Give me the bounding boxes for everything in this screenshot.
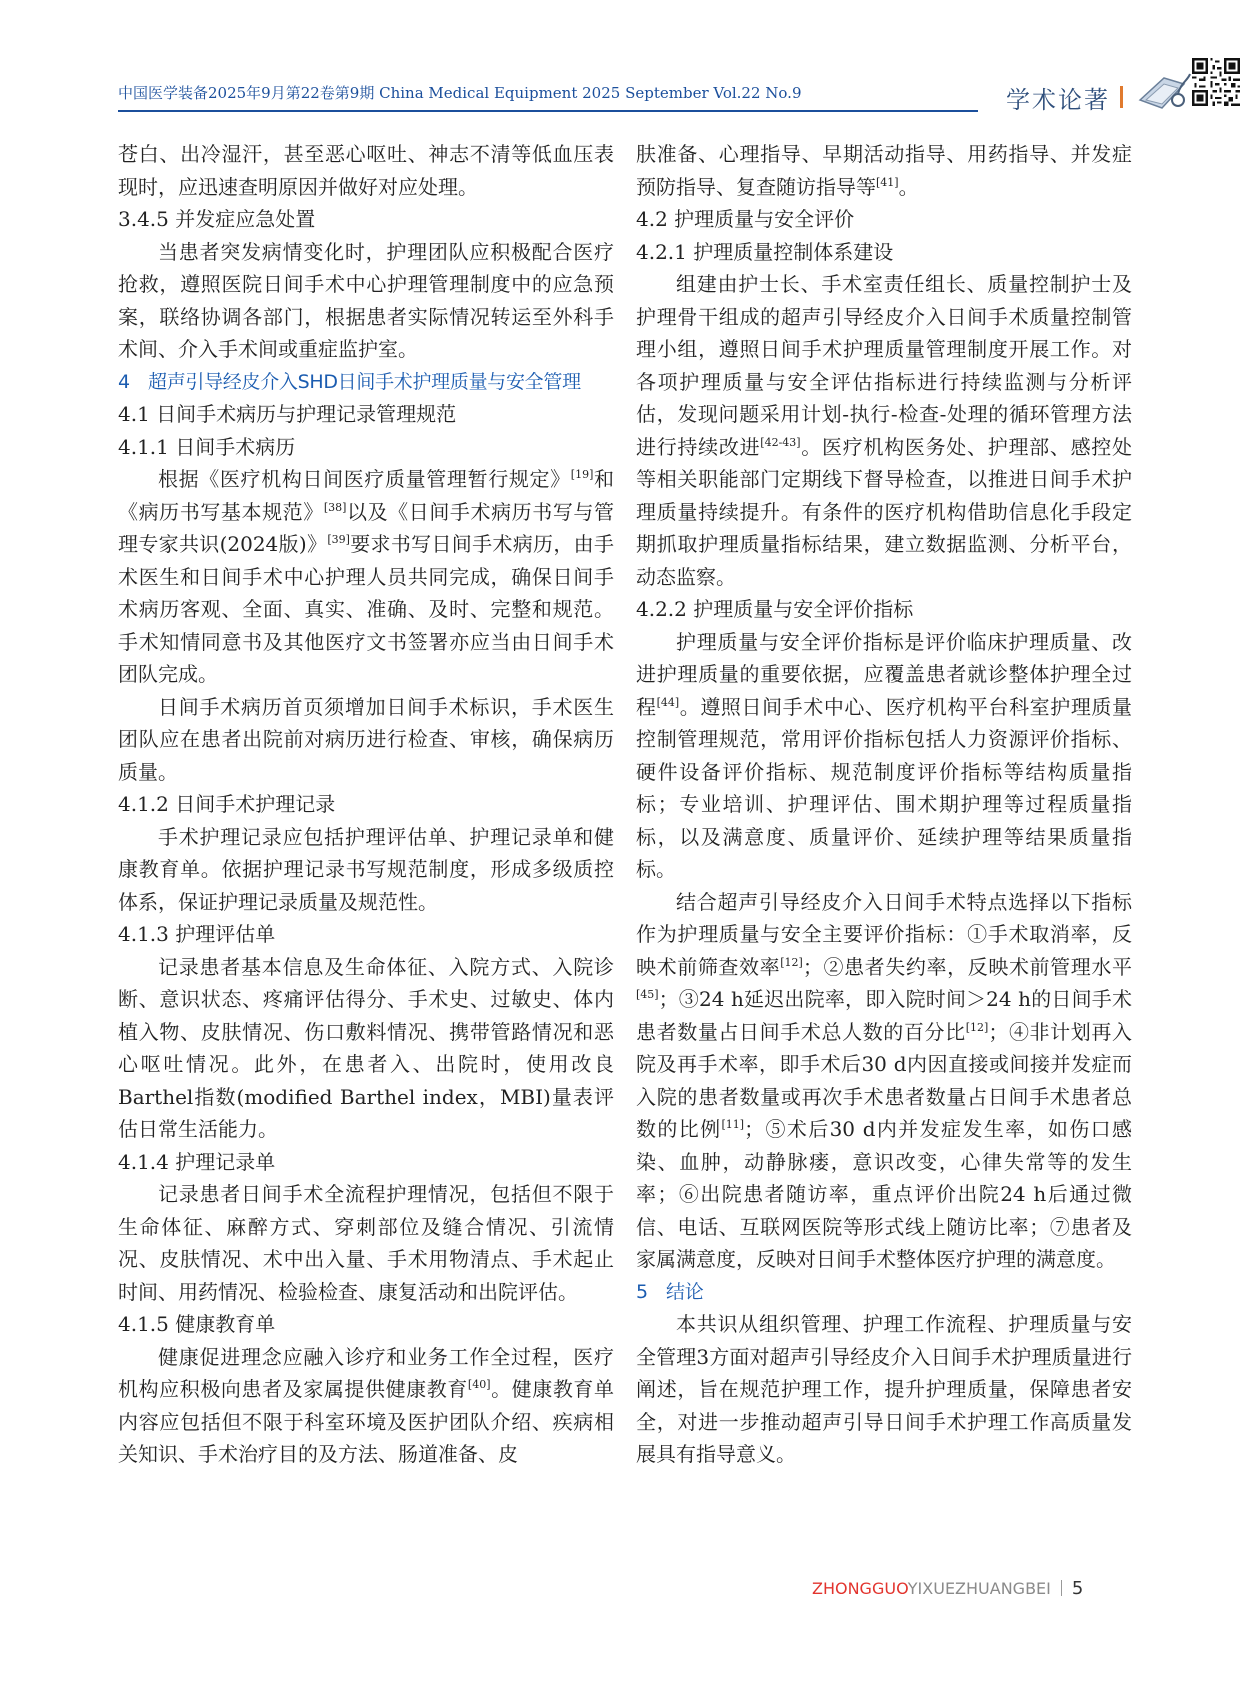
paragraph: 护理质量与安全评价指标是评价临床护理质量、改进护理质量的重要依据，应覆盖患者就诊整体护理全过程[44]。遵照日间手术中心、医疗机构平台科室护理质量控制管理规范，常用评价指标包括人力资源评价指标、硬件设备评价指标、规范制度评价指标等结构质量指标；专业培训、护理评估、围术期护理等过程质量指标，以及满意度、质量评价、延续护理等结果质量指标。 [636, 629, 1133, 881]
citation: [42-43] [760, 435, 801, 449]
section-tag: 学术论著 [1006, 86, 1110, 114]
header-rule [118, 110, 978, 112]
section-number: 5 [636, 1280, 648, 1303]
heading-4-1-2: 4.1.2 日间手术护理记录 [118, 792, 336, 816]
heading-4-1-5: 4.1.5 健康教育单 [118, 1312, 276, 1336]
citation: [19] [570, 468, 594, 481]
paragraph: 组建由护士长、手术室责任组长、质量控制护士及护理骨干组成的超声引导经皮介入日间手术质量控制管理小组，遵照日间手术护理质量管理制度开展工作。对各项护理质量与安全评估指标进行持续监测与分析评估，发现问题采用计划-执行-检查-处理的循环管理方法进行持续改进[42-43]。医疗机构医务处、护理部、感控处等相关职能部门定期线下督导检查，以推进日间手术护理质量持续提升。有条件的医疗机构借助信息化手段定期抓取护理质量指标结果，建立数据监测、分析平台，动态监察。 [636, 272, 1133, 589]
paragraph: 肤准备、心理指导、早期活动指导、用药指导、并发症预防指导、复查随访指导等[41]。 [636, 142, 1132, 199]
page-header [118, 72, 1128, 122]
paragraph: 手术护理记录应包括护理评估单、护理记录单和健康教育单。依据护理记录书写规范制度，形成多级质控体系，保证护理记录质量及规范性。 [118, 824, 614, 914]
citation: [12] [780, 955, 803, 969]
section-title: 结论 [666, 1280, 704, 1303]
right-column [636, 138, 1132, 1471]
heading-3-4-5: 3.4.5 并发症应急处置 [118, 207, 316, 231]
section-4-heading [118, 366, 614, 399]
heading-4-2-1: 4.2.1 护理质量控制体系建设 [636, 239, 894, 264]
journal-citation: 中国医学装备2025年9月第22卷第9期 China Medical Equipment 2025 September Vol.22 No.9 [118, 84, 802, 102]
citation: [40] [467, 1378, 491, 1391]
page-number: 5 [1071, 1578, 1084, 1599]
citation: [38] [323, 500, 347, 514]
footer-brand-gray: YIXUEZHUANGBEI [907, 1579, 1051, 1598]
section-title: 超声引导经皮介入SHD日间手术护理质量与安全管理 [148, 370, 581, 393]
section-5-heading [636, 1276, 1132, 1309]
citation: [12] [965, 1020, 989, 1034]
qr-code-icon [1192, 58, 1240, 106]
left-column [118, 138, 614, 1471]
citation: [11] [721, 1118, 745, 1131]
paragraph: 当患者突发病情变化时，护理团队应积极配合医疗抢救，遵照医院日间手术中心护理管理制度中的应急预案，联络协调各部门，根据患者实际情况转运至外科手术间、介入手术间或重症监护室。 [118, 239, 614, 361]
heading-4-1-3: 4.1.3 护理评估单 [118, 922, 276, 946]
paragraph: 根据《医疗机构日间医疗质量管理暂行规定》[19]和《病历书写基本规范》[38]以及《日间手术病历书写与管理专家共识(2024版)》[39]要求书写日间手术病历，由手术医生和日间手术中心护理人员共同完成，确保日间手术病历客观、全面、真实、准确、及时、完整和规范。手术知情同意书及其他医疗文书签署亦应当由日间手术团队完成。 [118, 467, 615, 686]
heading-4-1-4: 4.1.4 护理记录单 [118, 1149, 276, 1174]
citation: [44] [656, 695, 680, 709]
paragraph: 记录患者日间手术全流程护理情况，包括但不限于生命体征、麻醉方式、穿刺部位及缝合情况、引流情况、皮肤情况、术中出入量、手术用物清点、手术起止时间、用药情况、检验检查、康复活动和出院评估。 [118, 1182, 614, 1304]
footer-divider [1061, 1580, 1062, 1596]
section-number: 4 [118, 370, 130, 393]
paragraph: 记录患者基本信息及生命体征、入院方式、入院诊断、意识状态、疼痛评估得分、手术史、过敏史、体内植入物、皮肤情况、伤口敷料情况、携带管路情况和恶心呕吐情况。此外，在患者入、出院时，使用改良Barthel指数(modified Barthel index，MBI)量表评估日常生活能力。 [118, 954, 614, 1141]
paragraph: 健康促进理念应融入诊疗和业务工作全过程，医疗机构应积极向患者及家属提供健康教育[40]。健康教育单内容应包括但不限于科室环境及医护团队介绍、疾病相关知识、手术治疗目的及方法、肠道准备、皮 [118, 1344, 615, 1466]
section-tag-bar [1120, 86, 1123, 108]
paragraph: 苍白、出冷湿汗，甚至恶心呕吐、神志不清等低血压表现时，应迅速查明原因并做好对应处理。 [118, 142, 614, 199]
paragraph: 本共识从组织管理、护理工作流程、护理质量与安全管理3方面对超声引导经皮介入日间手术护理质量进行阐述，旨在规范护理工作，提升护理质量，保障患者安全，对进一步推动超声引导日间手术护理工作高质量发展具有指导意义。 [636, 1312, 1132, 1466]
stethoscope-logo-icon [1134, 70, 1194, 116]
citation: [41] [876, 175, 899, 189]
page-footer [812, 1578, 1083, 1599]
heading-4-2: 4.2 护理质量与安全评价 [636, 207, 855, 231]
heading-4-1: 4.1 日间手术病历与护理记录管理规范 [118, 402, 457, 426]
citation: [39] [327, 533, 350, 546]
footer-brand-red: ZHONGGUO [812, 1579, 908, 1598]
heading-4-2-2: 4.2.2 护理质量与安全评价指标 [636, 597, 914, 621]
heading-4-1-1: 4.1.1 日间手术病历 [118, 434, 296, 459]
paragraph: 日间手术病历首页须增加日间手术标识，手术医生团队应在患者出院前对病历进行检查、审核，确保病历质量。 [118, 694, 614, 784]
citation: [45] [636, 988, 659, 1001]
paragraph: 结合超声引导经皮介入日间手术特点选择以下指标作为护理质量与安全主要评价指标：①手术取消率，反映术前筛查效率[12]；②患者失约率，反映术前管理水平[45]；③24 h延迟出院率，即入院时间＞24 h的日间手术患者数量占日间手术总人数的百分比[12]；④非计划再入院及再手术率，即手术后30 d内因直接或间接并发症而入院的患者数量或再次手术患者数量占日间手术患者总数的比例[11]；⑤术后30 d内并发症发生率，如伤口感染、血肿，动静脉瘘，意识改变，心律失常等的发生率；⑥出院患者随访率，重点评价出院24 h后通过微信、电话、互联网医院等形式线上随访比率；⑦患者及家属满意度，反映对日间手术整体医疗护理的满意度。 [636, 889, 1133, 1271]
